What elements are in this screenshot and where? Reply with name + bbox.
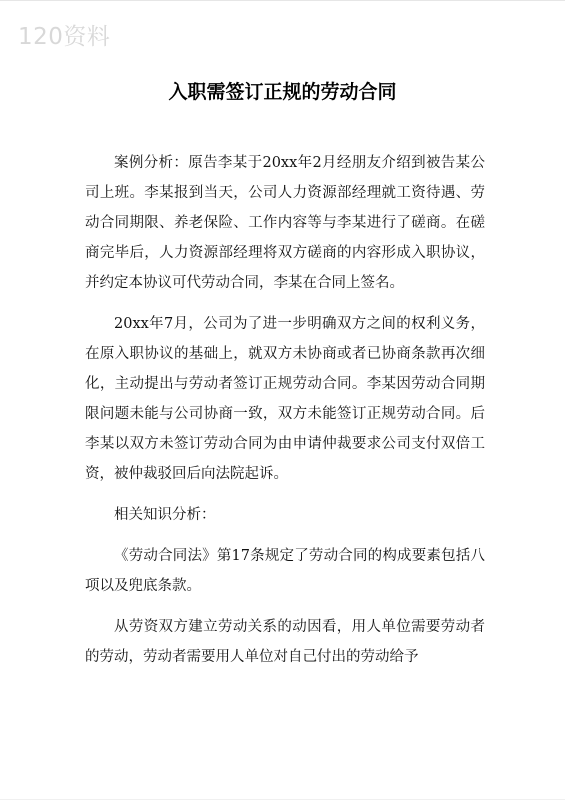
paragraph-motivation: 从劳资双方建立劳动关系的动因看，用人单位需要劳动者的劳动，劳动者需要用人单位对自己付出的劳动给予 xyxy=(85,619,485,665)
paragraph-knowledge-heading: 相关知识分析： xyxy=(114,507,216,523)
watermark: 120资料 xyxy=(18,24,111,50)
paragraph-july-events: 20xx年7月，公司为了进一步明确双方之间的权利义务，在原入职协议的基础上，就双方未协商或者已协商条款再次细化，主动提出与劳动者签订正规劳动合同。李某因劳动合同期限问题未能与公司协商一致，双方未能签订正规劳动合同。后李某以双方未签订劳动合同为由申请仲裁要求公司支付双倍工资，被仲裁驳回后向法院起诉。 xyxy=(85,316,485,482)
paragraph-law-article: 《劳动合同法》第17条规定了劳动合同的构成要素包括八项以及兜底条款。 xyxy=(85,548,485,594)
document-body xyxy=(85,148,485,672)
document-title: 入职需签订正规的劳动合同 xyxy=(168,81,397,103)
paragraph-case-analysis: 案例分析：原告李某于20xx年2月经朋友介绍到被告某公司上班。李某报到当天，公司人力资源部经理就工资待遇、劳动合同期限、养老保险、工作内容等与李某进行了磋商。在磋商完毕后，人力资源部经理将双方磋商的内容形成入职协议，并约定本协议可代劳动合同，李某在合同上签名。 xyxy=(85,155,485,291)
